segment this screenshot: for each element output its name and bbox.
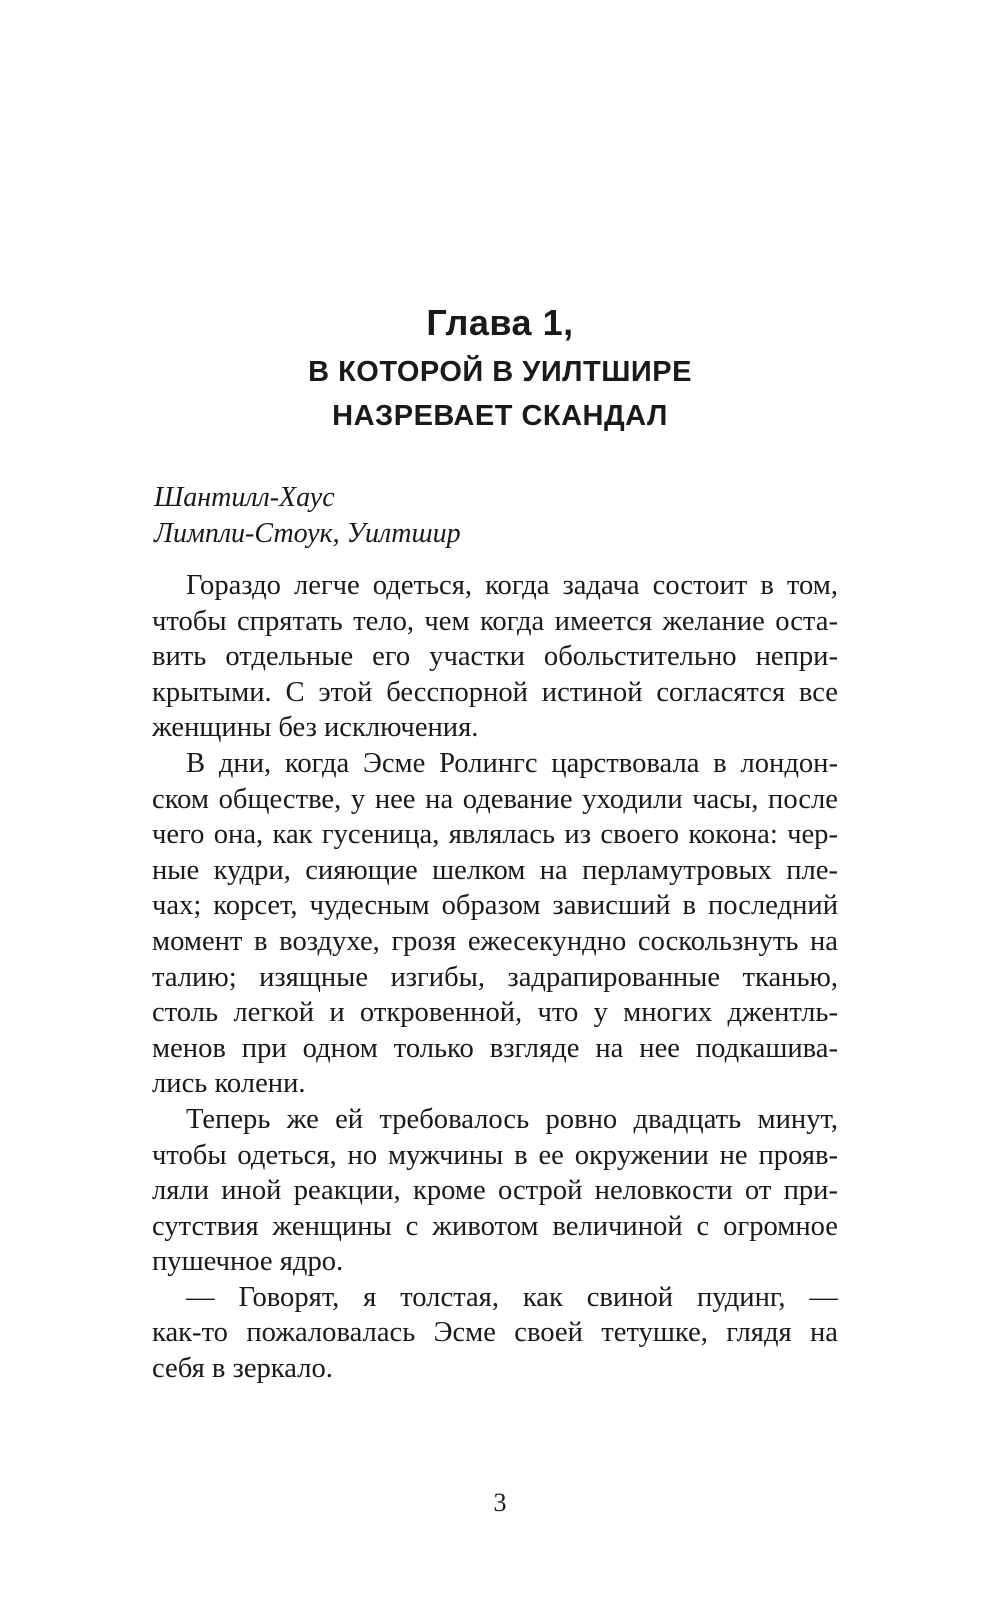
text-line: столь легкой и откровенной, что у многих джентль- <box>152 997 838 1029</box>
text-line: чтобы одеться, но мужчины в ее окружении не прояв- <box>152 1139 838 1171</box>
place-line: Шантилл-Хаус <box>154 482 335 513</box>
text-line: талию; изящные изгибы, задрапированные тканью, <box>152 961 838 993</box>
text-line: себя в зеркало. <box>152 1353 333 1385</box>
text-line: крытыми. С этой бесспорной истиной согласятся все <box>152 676 838 708</box>
chapter-number: Глава 1, <box>426 302 574 343</box>
chapter-title-line: НАЗРЕВАЕТ СКАНДАЛ <box>332 400 668 432</box>
text-line: Гораздо легче одеться, когда задача состоит в том, <box>186 570 838 601</box>
text-line: — Говорят, я толстая, как свиной пудинг, — <box>186 1281 838 1313</box>
text-line: момент в воздухе, грозя ежесекундно соскользнуть на <box>152 925 838 957</box>
text-line: ском обществе, у нее на одевание уходили часы, после <box>152 783 838 815</box>
text-line: чего она, как гусеница, являлась из своего кокона: чер- <box>152 819 838 851</box>
text-line: вить отдельные его участки обольстительно непри- <box>152 641 838 673</box>
text-line: менов при одном только взгляде на нее подкашива- <box>152 1032 838 1064</box>
paragraph <box>118 1102 838 1280</box>
page-number: 3 <box>493 1488 507 1517</box>
text-line: чах; корсет, чудесным образом зависший в последний <box>152 890 838 922</box>
text-line: ляли иной реакции, кроме острой неловкости от при- <box>152 1175 838 1207</box>
paragraph <box>118 568 838 746</box>
chapter-title-line: В КОТОРОЙ В УИЛТШИРЕ <box>308 356 692 388</box>
chapter-title <box>0 350 1000 438</box>
text-line: женщины без исключения. <box>152 712 479 744</box>
text-line: чтобы спрятать тело, чем когда имеется желание оста- <box>152 605 838 637</box>
text-line: как-то пожаловалась Эсме своей тетушке, глядя на <box>152 1317 838 1349</box>
place-heading <box>154 480 461 552</box>
place-line: Лимпли-Стоук, Уилтшир <box>154 518 461 549</box>
text-line: лись колени. <box>152 1068 306 1100</box>
body-text <box>118 568 838 1387</box>
text-line: сутствия женщины с животом величиной с огромное <box>152 1210 838 1242</box>
paragraph <box>118 1280 838 1387</box>
text-line: ные кудри, сияющие шелком на перламутровых пле- <box>152 854 838 886</box>
text-line: В дни, когда Эсме Ролингс царствовала в лондон- <box>186 747 838 779</box>
text-line: Теперь же ей требовалось ровно двадцать минут, <box>186 1103 838 1135</box>
paragraph <box>118 746 838 1102</box>
text-line: пушечное ядро. <box>152 1246 344 1278</box>
